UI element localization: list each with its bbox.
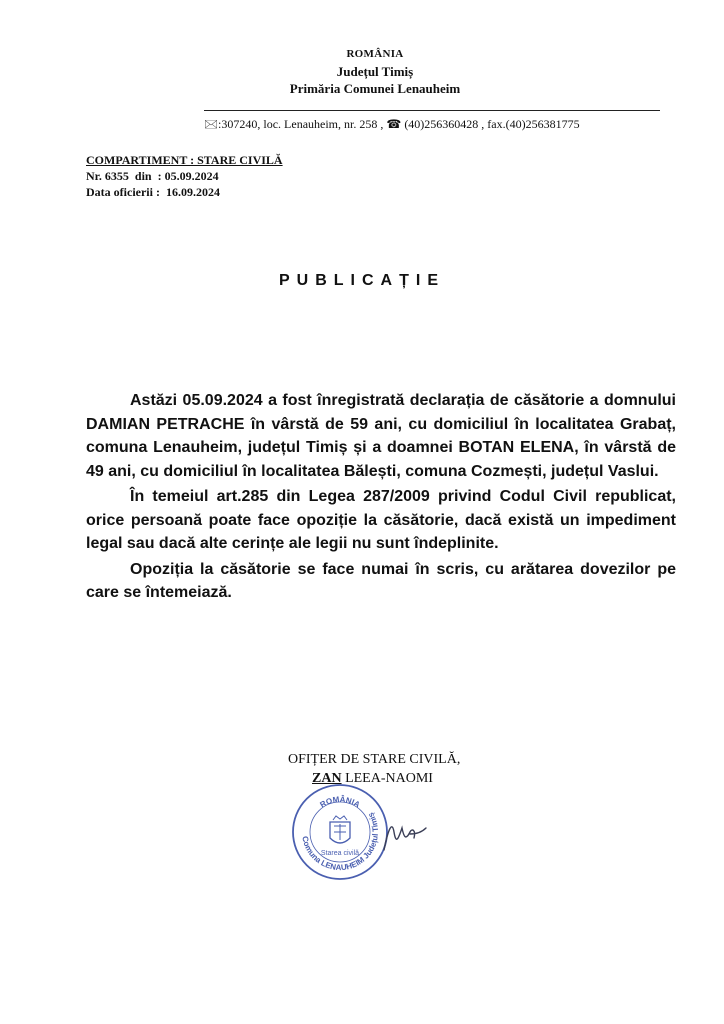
officer-role: OFIȚER DE STARE CIVILĂ, [288, 752, 461, 767]
seal-ring-text: Comuna LENAUHEIM Județul Timiș [300, 810, 381, 873]
registry-block [86, 152, 283, 200]
official-seal [290, 782, 390, 882]
officer-name-rest: LEEA-NAOMI [341, 771, 433, 786]
townhall-name: Primăria Comunei Lenauheim [289, 81, 461, 96]
seal-top-text: ROMÂNIA [318, 794, 362, 810]
address-text: :307240, loc. Lenauheim, nr. 258 , [218, 117, 384, 131]
envelope-icon: 🖂 [204, 117, 219, 131]
letterhead [250, 46, 500, 97]
document-title: PUBLICAȚIE [279, 272, 445, 289]
posting-date: Data oficierii : 16.09.2024 [86, 185, 220, 199]
department-label: COMPARTIMENT : STARE CIVILĂ [86, 153, 283, 167]
announcement-body [86, 389, 676, 605]
phone-fax-text: (40)256360428 , fax.(40)256381775 [404, 117, 580, 131]
letterhead-divider [204, 110, 660, 111]
paragraph-opposition: Opoziția la căsătorie se face numai în scris, cu arătarea dovezilor pe care se întemeiază. [86, 560, 676, 601]
paragraph-legal-basis: În temeiul art.285 din Legea 287/2009 privind Codul Civil republicat, orice persoană poate face opoziție la căsătorie, dacă există un impediment legal sau dacă alte cerințe ale legii nu sunt îndeplinite. [86, 488, 676, 552]
contact-line [204, 115, 674, 136]
handwritten-signature [380, 810, 430, 860]
county-name: Județul Timiș [336, 64, 414, 79]
svg-text:Comuna LENAUHEIM Județul Timiș [300, 810, 380, 872]
country-name: ROMÂNIA [346, 48, 404, 60]
officer-name-underlined: ZAN [312, 771, 342, 786]
telephone-icon: ☎ [386, 117, 402, 131]
registration-number: Nr. 6355 din : 05.09.2024 [86, 169, 219, 183]
coat-of-arms-icon [330, 816, 350, 843]
seal-center-text: Starea civilă [320, 850, 360, 857]
paragraph-declaration: Astăzi 05.09.2024 a fost înregistrată declarația de căsătorie a domnului DAMIAN PETRACHE în vârstă de 59 ani, cu domiciliul în localitatea Grabaț, comuna Lenauheim, județul Timiș și a doamnei BOTAN ELENA, în vârstă de 49 ani, cu domiciliul în localitatea Bălești, comuna Cozmești, județul Vaslui. [86, 392, 676, 480]
svg-text:ROMÂNIA [318, 795, 361, 810]
